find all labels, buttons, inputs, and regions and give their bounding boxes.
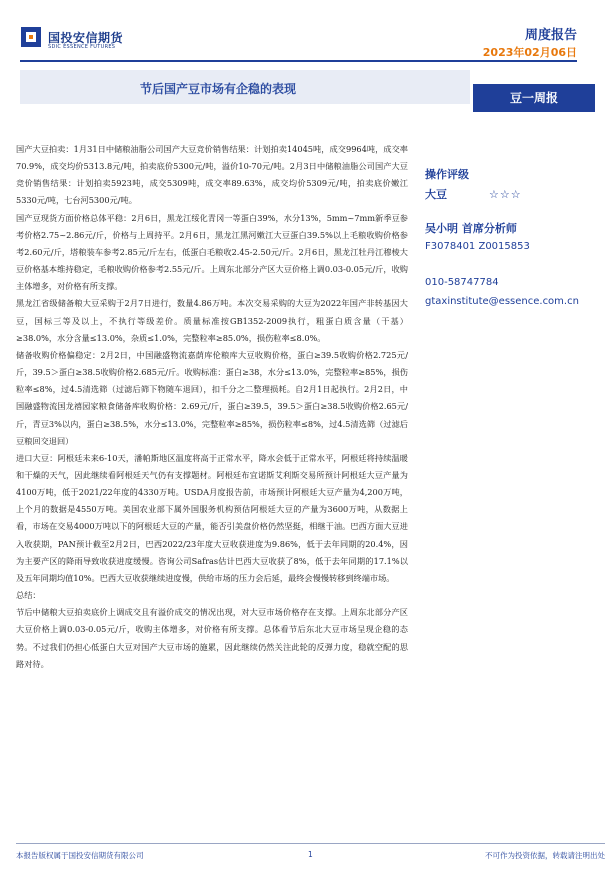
footer-disclaimer: 不可作为投资依据，转载请注明出处 — [485, 851, 605, 860]
analyst-email: gtaxinstitute@essence.com.cn — [425, 296, 579, 307]
header-divider — [20, 60, 577, 62]
analyst-phone: 010-58747784 — [425, 277, 499, 288]
rating-row — [425, 186, 522, 202]
paragraph: 国产豆现货方面价格总体平稳：2月6日，黑龙江绥化青冈一等蛋白39%，水分13%，5mm~7mm新季豆参考价格2.75~2.86元/斤，价格与上周持平。2月6日，黑龙江黑河嫩江大豆蛋白39.5%以上毛粮收购价格参考2.60元/斤，塔粮装车参考2.85元/斤左右，低蛋白毛粮收2.45-2.50元/斤。2月6日，黑龙江牡丹江穆棱大豆价格基本维持稳定，毛粮收购价格参考2.55元/斤。上周东北部分产区大豆价格上调0.03-0.05元/斤，收购主体增多，对价格有所支撑。 — [16, 212, 408, 292]
logo-text-en: SDIC ESSENCE FUTURES — [48, 44, 116, 50]
company-logo — [20, 26, 170, 54]
logo-text-cn: 国投安信期货 — [48, 31, 124, 45]
summary-paragraph: 节后中储粮大豆拍卖底价上调成交且有溢价成交的情况出现，对大豆市场价格存在支撑。上周东北部分产区大豆价格上调0.03-0.05元/斤，收购主体增多，对价格有所支撑。总体看节后东北大豆市场呈现企稳的态势。不过我们仍担心低蛋白大豆对国产大豆市场的施累，因此继续仍然关注此轮的反弹力度，稳就空配的思路对待。 — [16, 607, 408, 669]
summary-heading: 总结： — [16, 590, 41, 601]
footer-divider — [16, 843, 605, 844]
report-type: 周度报告 — [524, 28, 577, 43]
body-text — [16, 141, 408, 673]
paragraph: 储备收购价格偏稳定：2月2日，中国融盛物流嘉荫库伦粮库大豆收购价格，蛋白≥39.5收购价格2.725元/斤，39.5＞蛋白≥38.5收购价格2.685元/斤。收购标准：蛋白≥38，水分≤13.0%，完整粒率≥85%，损伤粒率≤8%，过4.5清选筛（过滤后筛下物随车退回），扣千分之二整理损耗。自2月1日起执行。2月2日，中国融盛物流国龙禧园家粮食储备库收购价格：2.69元/斤，蛋白≥39.5，39.5＞蛋白≥38.5收购价格2.65元/斤，青豆3%以内，蛋白≥38.5%，水分≤13.0%，完整粒率≥85%，损伤粒率≤8%，过4.5清选筛（过滤后豆粮回交退回） — [16, 349, 408, 446]
logo-mark-icon — [20, 26, 42, 48]
paragraph: 黑龙江省级储备粮大豆采购于2月7日进行，数量4.86万吨。本次交易采购的大豆为2022年国产非转基因大豆，国标三等及以上，不执行等级差价。质量标准按GB1352-2009执行，粗蛋白质含量（干基）≥38.0%，水分含量≤13.0%，杂质≤1.0%，完整粒率≥85.0%，损伤粒率≤8.0%。 — [16, 298, 408, 343]
paragraph: 国产大豆拍卖：1月31日中储粮油脂公司国产大豆竞价销售结果：计划拍卖14045吨，成交9964吨，成交率70.9%，成交均价5313.8元/吨，拍卖底价5300元/吨，溢价10-70元/吨。2月3日中储粮油脂公司国产大豆竞价销售结果：计划拍卖5923吨，成交5309吨，成交率89.63%，成交均价5309元/吨，拍卖底价嫩江5330元/吨，七台河5300元/吨。 — [16, 144, 408, 206]
analyst-cert: F3078401 Z0015853 — [425, 241, 530, 252]
report-title: 节后国产豆市场有企稳的表现 — [140, 82, 297, 96]
analyst-name: 吴小明 首席分析师 — [425, 222, 517, 235]
rating-stars-icon: ☆☆☆ — [489, 188, 522, 201]
paragraph: 进口大豆：阿根廷未来6-10天，潘帕斯地区温度将高于正常水平，降水会低于正常水平，阿根廷将持续温暖和干燥的天气，因此继续看阿根廷天气仍有支撑题材。阿根廷布宜诺斯艾利斯交易所预计阿根廷大豆产量为4100万吨，低于2021/22年度的4330万吨。USDA月度报告前，市场预计阿根廷大豆产量为4,200万吨，上个月的数据是4550万吨。美国农业部下属外国服务机构预估阿根廷大豆的产量为3600万吨，从数据上看，市场在交易4000万吨以下的阿根廷大豆的产量，能否引美盘价格仍然坚挺，相继于油。巴西方面大豆进入收获期，PAN预计截至2月2日，巴西2022/23年度大豆收获进度为9.86%，低于去年同期的20.4%，因为主要产区的降雨导致收获进度缓慢。咨询公司Safras估计巴西大豆收获了8%，低于去年同期的17.1%以及五年同期均值10%。巴西大豆收获继续进度慢，供给市场的压力会后延，最终会慢慢转移到终端市场。 — [16, 452, 408, 583]
report-tag: 豆一周报 — [473, 84, 595, 112]
report-date: 2023年02月06日 — [482, 46, 577, 59]
rating-item: 大豆 — [425, 188, 447, 201]
rating-title: 操作评级 — [425, 168, 469, 181]
footer-copyright: 本报告版权属于国投安信期货有限公司 — [16, 851, 144, 860]
page-number: 1 — [308, 850, 313, 859]
